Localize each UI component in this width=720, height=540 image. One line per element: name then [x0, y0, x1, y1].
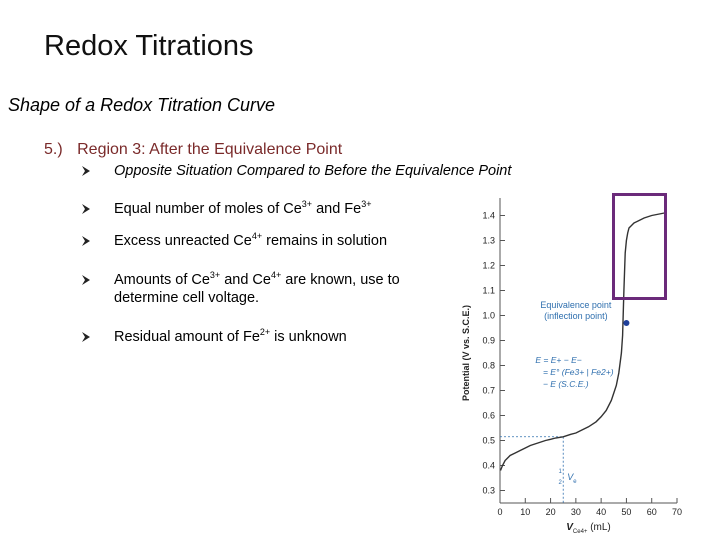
- y-tick-label: 1.4: [482, 210, 495, 221]
- y-tick-label: 0.8: [482, 360, 495, 371]
- region-3-highlight-box: [612, 193, 667, 300]
- equation-line-2: = E° (Fe3+ | Fe2+): [542, 367, 614, 377]
- bullet-text: Opposite Situation Compared to Before the Equivalence Point: [114, 163, 512, 179]
- arrowhead-bullet-icon: [80, 203, 92, 215]
- bullet-text: Excess unreacted $Ce^{4+}$ remains in solution: [114, 231, 388, 249]
- y-tick-label: 1.3: [482, 235, 495, 246]
- x-tick-label: 40: [596, 507, 607, 517]
- arrowhead-bullet-icon: [80, 165, 92, 177]
- y-tick-label: 0.5: [482, 435, 495, 446]
- half-label-numerator: 1: [558, 469, 562, 475]
- section-number: 5.): [44, 141, 63, 158]
- x-tick-label: 50: [621, 507, 632, 517]
- half-label-volume: V: [567, 472, 574, 482]
- y-tick-label: 0.7: [482, 385, 495, 396]
- arrowhead-bullet-icon: [80, 274, 92, 286]
- slide-title: Redox Titrations: [44, 30, 254, 62]
- equation-line-3: − E (S.C.E.): [542, 379, 589, 389]
- y-tick-label: 0.6: [482, 410, 495, 421]
- titration-curve-chart: [455, 188, 705, 538]
- arrowhead-bullet-icon: [80, 331, 92, 343]
- arrowhead-bullet-icon: [80, 235, 92, 247]
- y-tick-label: 0.3: [482, 485, 495, 496]
- y-axis-label: Potential (V vs. S.C.E.): [461, 304, 471, 402]
- section-title: Region 3: After the Equivalence Point: [77, 141, 343, 158]
- bullet-text: Amounts of $Ce^{3+}$ and $Ce^{4+}$ are known, use to determine cell voltage.: [114, 270, 400, 306]
- equation-line-1: E = E+ − E−: [535, 355, 582, 365]
- y-tick-label: 1.0: [482, 310, 495, 321]
- x-tick-label: 0: [497, 507, 503, 517]
- equivalence-point-label: Equivalence point: [540, 300, 612, 310]
- half-label-subscript: e: [573, 479, 577, 485]
- slide-subtitle: Shape of a Redox Titration Curve: [8, 95, 275, 115]
- x-axis-label: $V_{Ce4+}$ (mL): [566, 522, 611, 535]
- half-label-denominator: 2: [558, 480, 562, 486]
- equivalence-point-label: (inflection point): [544, 311, 608, 321]
- x-tick-label: 30: [570, 507, 581, 517]
- x-tick-label: 10: [520, 507, 531, 517]
- bullet-text: Equal number of moles of $Ce^{3+}$ and $Fe^{3+}$: [114, 199, 372, 217]
- y-tick-label: 0.9: [482, 335, 495, 346]
- bullet-text: Residual amount of $Fe^{2+}$ is unknown: [114, 327, 347, 345]
- equivalence-point-marker: [623, 320, 629, 326]
- y-tick-label: 1.2: [482, 260, 495, 271]
- x-tick-label: 20: [545, 507, 556, 517]
- y-tick-label: 0.4: [482, 460, 495, 471]
- x-tick-label: 60: [646, 507, 657, 517]
- y-tick-label: 1.1: [482, 285, 495, 296]
- section-heading: [44, 141, 342, 159]
- x-tick-label: 70: [671, 507, 683, 517]
